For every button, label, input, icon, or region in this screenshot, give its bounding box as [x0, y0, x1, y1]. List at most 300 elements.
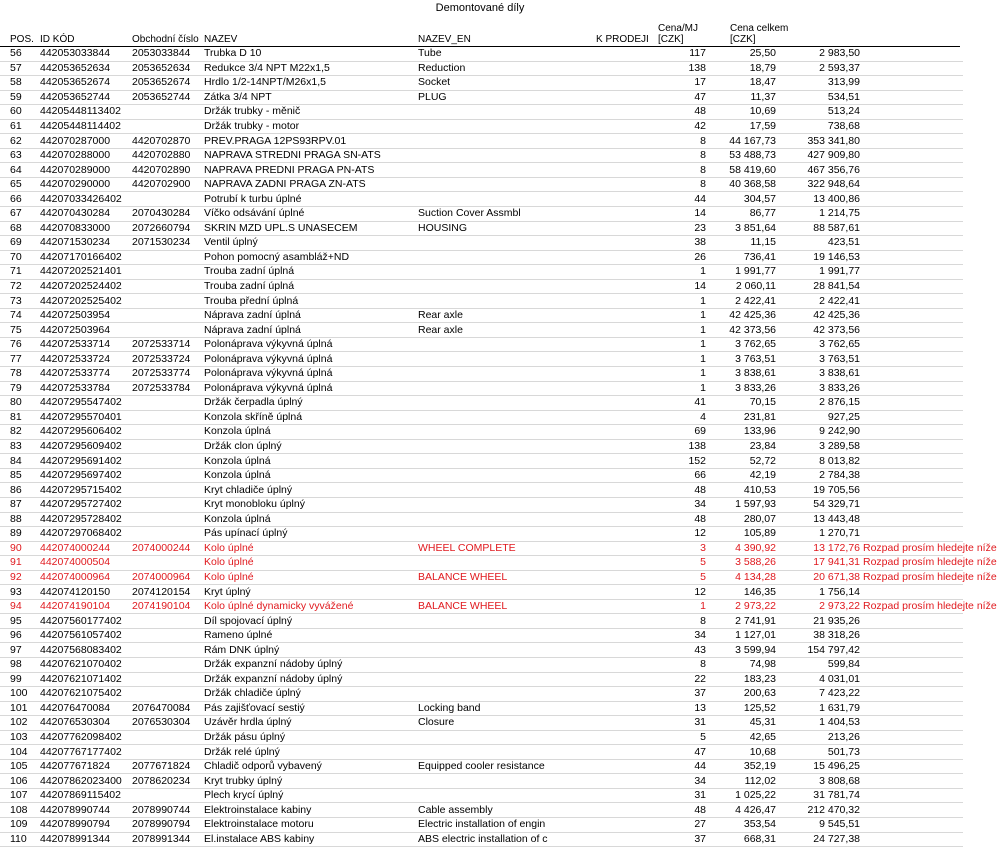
cell-obchodni-cislo: 2053652674: [132, 76, 204, 91]
table-row: [0, 803, 963, 818]
cell-id-kod: 44207295727402: [40, 497, 132, 512]
cell-cena-celkem: 513,24: [776, 105, 860, 120]
cell-obchodni-cislo: 2074000244: [132, 541, 204, 556]
cell-nazev-en: [418, 148, 596, 163]
cell-obchodni-cislo: 2074190104: [132, 599, 204, 614]
cell-id-kod: 44207170166402: [40, 250, 132, 265]
cell-k-prodeji: [596, 643, 650, 658]
cell-note: [860, 76, 963, 91]
cell-nazev-en: [418, 774, 596, 789]
cell-pos: 85: [0, 468, 40, 483]
cell-nazev: NAPRAVA PREDNI PRAGA PN-ATS: [204, 163, 418, 178]
cell-k-prodeji: [596, 381, 650, 396]
cell-note: [860, 207, 963, 222]
cell-quantity: 138: [650, 439, 706, 454]
cell-id-kod: 442072533724: [40, 352, 132, 367]
cell-note: Rozpad prosím hledejte níže: [860, 570, 963, 585]
cell-nazev-en: HOUSING: [418, 221, 596, 236]
cell-note: [860, 105, 963, 120]
cell-obchodni-cislo: [132, 614, 204, 629]
cell-quantity: 43: [650, 643, 706, 658]
cell-id-kod: 442070430284: [40, 207, 132, 222]
table-row: [0, 672, 963, 687]
cell-cena-mj: 112,02: [706, 774, 776, 789]
cell-id-kod: 442070289000: [40, 163, 132, 178]
cell-nazev: Chladič odporů vybavený: [204, 759, 418, 774]
cell-cena-celkem: 3 808,68: [776, 774, 860, 789]
cell-obchodni-cislo: [132, 265, 204, 280]
cell-cena-celkem: 212 470,32: [776, 803, 860, 818]
cell-quantity: 26: [650, 250, 706, 265]
table-row: [0, 687, 963, 702]
cell-obchodni-cislo: [132, 628, 204, 643]
cell-nazev: Pás upínací úplný: [204, 527, 418, 542]
cell-quantity: 44: [650, 192, 706, 207]
cell-id-kod: 442074000964: [40, 570, 132, 585]
header-nazev-en: NAZEV_EN: [418, 34, 471, 45]
cell-cena-celkem: 8 013,82: [776, 454, 860, 469]
cell-nazev: Uzávěr hrdla úplný: [204, 716, 418, 731]
header-pos: POS.: [10, 34, 34, 45]
cell-cena-celkem: 21 935,26: [776, 614, 860, 629]
cell-cena-mj: 2 422,41: [706, 294, 776, 309]
cell-k-prodeji: [596, 192, 650, 207]
cell-cena-mj: 11,37: [706, 90, 776, 105]
cell-note: [860, 250, 963, 265]
cell-obchodni-cislo: [132, 643, 204, 658]
cell-cena-mj: 352,19: [706, 759, 776, 774]
cell-pos: 82: [0, 425, 40, 440]
cell-id-kod: 442053652744: [40, 90, 132, 105]
cell-quantity: 152: [650, 454, 706, 469]
cell-id-kod: 44207295606402: [40, 425, 132, 440]
cell-k-prodeji: [596, 541, 650, 556]
cell-quantity: 8: [650, 177, 706, 192]
table-row: [0, 730, 963, 745]
cell-k-prodeji: [596, 716, 650, 731]
cell-id-kod: 44207295691402: [40, 454, 132, 469]
cell-nazev-en: [418, 352, 596, 367]
cell-pos: 96: [0, 628, 40, 643]
cell-obchodni-cislo: [132, 308, 204, 323]
cell-id-kod: 442078990794: [40, 817, 132, 832]
cell-pos: 99: [0, 672, 40, 687]
cell-cena-celkem: 2 876,15: [776, 396, 860, 411]
cell-note: [860, 585, 963, 600]
cell-pos: 72: [0, 279, 40, 294]
cell-obchodni-cislo: 2076530304: [132, 716, 204, 731]
cell-nazev-en: [418, 367, 596, 382]
cell-cena-mj: 304,57: [706, 192, 776, 207]
cell-cena-celkem: 3 763,51: [776, 352, 860, 367]
cell-pos: 93: [0, 585, 40, 600]
cell-cena-mj: 3 599,94: [706, 643, 776, 658]
cell-k-prodeji: [596, 396, 650, 411]
cell-k-prodeji: [596, 512, 650, 527]
cell-pos: 106: [0, 774, 40, 789]
cell-k-prodeji: [596, 687, 650, 702]
cell-k-prodeji: [596, 672, 650, 687]
cell-note: Rozpad prosím hledejte níže: [860, 541, 963, 556]
cell-quantity: 37: [650, 832, 706, 847]
cell-k-prodeji: [596, 279, 650, 294]
cell-cena-mj: 3 588,26: [706, 556, 776, 571]
cell-id-kod: 442076470084: [40, 701, 132, 716]
cell-nazev-en: [418, 614, 596, 629]
table-row: [0, 90, 963, 105]
table-row: [0, 570, 963, 585]
cell-quantity: 37: [650, 687, 706, 702]
cell-nazev-en: [418, 337, 596, 352]
cell-note: [860, 468, 963, 483]
cell-cena-mj: 17,59: [706, 119, 776, 134]
cell-obchodni-cislo: [132, 672, 204, 687]
cell-note: [860, 701, 963, 716]
cell-cena-mj: 42,19: [706, 468, 776, 483]
cell-cena-celkem: 738,68: [776, 119, 860, 134]
cell-pos: 63: [0, 148, 40, 163]
cell-cena-mj: 74,98: [706, 657, 776, 672]
cell-obchodni-cislo: 2053652744: [132, 90, 204, 105]
cell-obchodni-cislo: [132, 410, 204, 425]
cell-quantity: 8: [650, 163, 706, 178]
cell-obchodni-cislo: 2072660794: [132, 221, 204, 236]
table-row: [0, 628, 963, 643]
cell-nazev: Elektroinstalace motoru: [204, 817, 418, 832]
cell-nazev-en: Locking band: [418, 701, 596, 716]
cell-obchodni-cislo: [132, 192, 204, 207]
table-row: [0, 221, 963, 236]
cell-nazev-en: [418, 672, 596, 687]
cell-quantity: 66: [650, 468, 706, 483]
cell-cena-celkem: 42 425,36: [776, 308, 860, 323]
cell-id-kod: 442070290000: [40, 177, 132, 192]
cell-k-prodeji: [596, 570, 650, 585]
cell-nazev-en: Rear axle: [418, 308, 596, 323]
cell-cena-mj: 44 167,73: [706, 134, 776, 149]
cell-cena-celkem: 4 031,01: [776, 672, 860, 687]
cell-k-prodeji: [596, 148, 650, 163]
cell-nazev-en: [418, 177, 596, 192]
table-row: [0, 454, 963, 469]
cell-note: [860, 221, 963, 236]
cell-cena-mj: 3 763,51: [706, 352, 776, 367]
cell-cena-mj: 4 390,92: [706, 541, 776, 556]
cell-note: [860, 163, 963, 178]
table-row: [0, 425, 963, 440]
cell-cena-celkem: 423,51: [776, 236, 860, 251]
cell-quantity: 17: [650, 76, 706, 91]
cell-nazev-en: Electric installation of engin: [418, 817, 596, 832]
cell-nazev: Rám DNK úplný: [204, 643, 418, 658]
cell-nazev-en: [418, 657, 596, 672]
cell-note: [860, 410, 963, 425]
cell-pos: 62: [0, 134, 40, 149]
cell-id-kod: 442074120150: [40, 585, 132, 600]
cell-k-prodeji: [596, 236, 650, 251]
table-row: [0, 614, 963, 629]
table-row: [0, 410, 963, 425]
cell-nazev: Pohon pomocný asambláž+ND: [204, 250, 418, 265]
cell-cena-celkem: 13 443,48: [776, 512, 860, 527]
cell-id-kod: 44207033426402: [40, 192, 132, 207]
cell-nazev-en: [418, 381, 596, 396]
cell-cena-celkem: 13 172,76: [776, 541, 860, 556]
cell-quantity: 14: [650, 279, 706, 294]
cell-nazev: Víčko odsávání úplné: [204, 207, 418, 222]
cell-pos: 95: [0, 614, 40, 629]
cell-id-kod: 442072503964: [40, 323, 132, 338]
cell-id-kod: 44207621075402: [40, 687, 132, 702]
cell-cena-celkem: 13 400,86: [776, 192, 860, 207]
cell-quantity: 1: [650, 323, 706, 338]
cell-k-prodeji: [596, 730, 650, 745]
table-row: [0, 497, 963, 512]
cell-nazev: Kryt úplný: [204, 585, 418, 600]
table-row: [0, 207, 963, 222]
cell-pos: 78: [0, 367, 40, 382]
cell-k-prodeji: [596, 527, 650, 542]
cell-obchodni-cislo: [132, 454, 204, 469]
cell-quantity: 8: [650, 657, 706, 672]
cell-quantity: 8: [650, 614, 706, 629]
cell-cena-mj: 70,15: [706, 396, 776, 411]
cell-nazev: Konzola úplná: [204, 468, 418, 483]
cell-note: [860, 367, 963, 382]
table-row: [0, 308, 963, 323]
cell-note: [860, 119, 963, 134]
cell-pos: 84: [0, 454, 40, 469]
cell-cena-celkem: 3 833,26: [776, 381, 860, 396]
cell-cena-celkem: 24 727,38: [776, 832, 860, 847]
cell-cena-celkem: 2 784,38: [776, 468, 860, 483]
cell-cena-celkem: 1 270,71: [776, 527, 860, 542]
cell-pos: 103: [0, 730, 40, 745]
cell-id-kod: 44207295547402: [40, 396, 132, 411]
table-row: [0, 759, 963, 774]
cell-obchodni-cislo: [132, 279, 204, 294]
cell-k-prodeji: [596, 599, 650, 614]
cell-nazev-en: [418, 512, 596, 527]
cell-obchodni-cislo: [132, 730, 204, 745]
cell-obchodni-cislo: [132, 396, 204, 411]
cell-nazev-en: [418, 396, 596, 411]
table-row: [0, 134, 963, 149]
cell-quantity: 1: [650, 367, 706, 382]
cell-id-kod: 44207202524402: [40, 279, 132, 294]
header-cena-mj-unit: [CZK]: [658, 34, 684, 45]
cell-k-prodeji: [596, 134, 650, 149]
cell-quantity: 48: [650, 803, 706, 818]
cell-quantity: 47: [650, 745, 706, 760]
cell-note: [860, 788, 963, 803]
cell-k-prodeji: [596, 483, 650, 498]
cell-nazev: NAPRAVA STREDNI PRAGA SN-ATS: [204, 148, 418, 163]
cell-cena-celkem: 54 329,71: [776, 497, 860, 512]
table-row: [0, 817, 963, 832]
table-row: [0, 294, 963, 309]
cell-k-prodeji: [596, 439, 650, 454]
cell-note: [860, 483, 963, 498]
cell-id-kod: 44207560177402: [40, 614, 132, 629]
cell-nazev: Rameno úplné: [204, 628, 418, 643]
cell-nazev-en: [418, 163, 596, 178]
cell-cena-mj: 3 838,61: [706, 367, 776, 382]
cell-quantity: 34: [650, 628, 706, 643]
cell-k-prodeji: [596, 832, 650, 847]
cell-quantity: 1: [650, 308, 706, 323]
cell-nazev-en: [418, 134, 596, 149]
cell-nazev-en: [418, 105, 596, 120]
cell-obchodni-cislo: [132, 512, 204, 527]
cell-nazev: Držák trubky - motor: [204, 119, 418, 134]
cell-nazev-en: [418, 468, 596, 483]
cell-k-prodeji: [596, 352, 650, 367]
cell-quantity: 8: [650, 134, 706, 149]
cell-k-prodeji: [596, 556, 650, 571]
cell-nazev-en: [418, 788, 596, 803]
cell-cena-celkem: 313,99: [776, 76, 860, 91]
table-row: [0, 788, 963, 803]
cell-nazev: Konzola úplná: [204, 425, 418, 440]
cell-note: [860, 643, 963, 658]
cell-cena-mj: 42 373,56: [706, 323, 776, 338]
cell-cena-mj: 3 833,26: [706, 381, 776, 396]
cell-pos: 64: [0, 163, 40, 178]
cell-cena-celkem: 1 991,77: [776, 265, 860, 280]
cell-obchodni-cislo: [132, 527, 204, 542]
cell-cena-mj: 18,47: [706, 76, 776, 91]
cell-k-prodeji: [596, 788, 650, 803]
cell-cena-celkem: 9 545,51: [776, 817, 860, 832]
cell-nazev: SKRIN MZD UPL.S UNASECEM: [204, 221, 418, 236]
cell-nazev-en: Tube: [418, 47, 596, 61]
cell-obchodni-cislo: [132, 105, 204, 120]
cell-obchodni-cislo: [132, 687, 204, 702]
cell-quantity: 1: [650, 265, 706, 280]
cell-note: [860, 337, 963, 352]
cell-note: [860, 730, 963, 745]
cell-nazev: Plech krycí úplný: [204, 788, 418, 803]
cell-pos: 69: [0, 236, 40, 251]
cell-id-kod: 442072503954: [40, 308, 132, 323]
cell-cena-celkem: 15 496,25: [776, 759, 860, 774]
cell-cena-celkem: 9 242,90: [776, 425, 860, 440]
cell-note: [860, 803, 963, 818]
cell-note: [860, 716, 963, 731]
cell-nazev-en: Reduction: [418, 61, 596, 76]
cell-pos: 94: [0, 599, 40, 614]
table-row: [0, 105, 963, 120]
table-row: [0, 556, 963, 571]
cell-id-kod: 44207295697402: [40, 468, 132, 483]
cell-pos: 65: [0, 177, 40, 192]
cell-id-kod: 442078991344: [40, 832, 132, 847]
cell-cena-mj: 133,96: [706, 425, 776, 440]
cell-cena-mj: 200,63: [706, 687, 776, 702]
cell-nazev-en: [418, 454, 596, 469]
cell-note: [860, 425, 963, 440]
cell-pos: 104: [0, 745, 40, 760]
cell-cena-celkem: 427 909,80: [776, 148, 860, 163]
cell-nazev: Kryt chladiče úplný: [204, 483, 418, 498]
table-row: [0, 163, 963, 178]
cell-cena-celkem: 599,84: [776, 657, 860, 672]
cell-nazev: Kolo úplné: [204, 541, 418, 556]
cell-obchodni-cislo: [132, 250, 204, 265]
cell-k-prodeji: [596, 76, 650, 91]
cell-nazev-en: Suction Cover Assmbl: [418, 207, 596, 222]
cell-nazev: Ventil úplný: [204, 236, 418, 251]
table-row: [0, 148, 963, 163]
cell-nazev: Potrubí k turbu úplné: [204, 192, 418, 207]
cell-cena-mj: 11,15: [706, 236, 776, 251]
cell-note: [860, 497, 963, 512]
cell-k-prodeji: [596, 425, 650, 440]
cell-pos: 81: [0, 410, 40, 425]
cell-nazev: Kryt monobloku úplný: [204, 497, 418, 512]
cell-pos: 59: [0, 90, 40, 105]
cell-cena-celkem: 322 948,64: [776, 177, 860, 192]
cell-nazev: El.instalace ABS kabiny: [204, 832, 418, 847]
cell-cena-mj: 4 134,28: [706, 570, 776, 585]
cell-nazev-en: BALANCE WHEEL: [418, 570, 596, 585]
cell-id-kod: 44205448114402: [40, 119, 132, 134]
cell-cena-mj: 183,23: [706, 672, 776, 687]
cell-note: [860, 672, 963, 687]
cell-nazev: Držák expanzní nádoby úplný: [204, 657, 418, 672]
cell-nazev-en: [418, 745, 596, 760]
table-row: [0, 439, 963, 454]
cell-nazev: Konzola skříně úplná: [204, 410, 418, 425]
cell-id-kod: 442070287000: [40, 134, 132, 149]
cell-id-kod: 442076530304: [40, 716, 132, 731]
cell-note: [860, 90, 963, 105]
cell-k-prodeji: [596, 367, 650, 382]
cell-nazev-en: [418, 294, 596, 309]
cell-obchodni-cislo: 4420702890: [132, 163, 204, 178]
cell-nazev-en: [418, 497, 596, 512]
table-row: [0, 701, 963, 716]
cell-nazev-en: [418, 410, 596, 425]
cell-note: [860, 177, 963, 192]
table-row: [0, 119, 963, 134]
cell-cena-celkem: 2 593,37: [776, 61, 860, 76]
cell-pos: 61: [0, 119, 40, 134]
cell-cena-mj: 1 991,77: [706, 265, 776, 280]
cell-pos: 66: [0, 192, 40, 207]
cell-id-kod: 44207621071402: [40, 672, 132, 687]
cell-nazev-en: Socket: [418, 76, 596, 91]
cell-k-prodeji: [596, 468, 650, 483]
table-row: [0, 337, 963, 352]
cell-nazev: Díl spojovací úplný: [204, 614, 418, 629]
cell-obchodni-cislo: 2074000964: [132, 570, 204, 585]
table-row: [0, 512, 963, 527]
cell-id-kod: 44207869115402: [40, 788, 132, 803]
cell-cena-celkem: 31 781,74: [776, 788, 860, 803]
cell-cena-celkem: 42 373,56: [776, 323, 860, 338]
cell-note: [860, 832, 963, 847]
table-row: [0, 643, 963, 658]
cell-pos: 70: [0, 250, 40, 265]
cell-note: [860, 614, 963, 629]
table-row: [0, 381, 963, 396]
cell-pos: 91: [0, 556, 40, 571]
cell-pos: 57: [0, 61, 40, 76]
cell-pos: 107: [0, 788, 40, 803]
cell-nazev: Držák chladiče úplný: [204, 687, 418, 702]
